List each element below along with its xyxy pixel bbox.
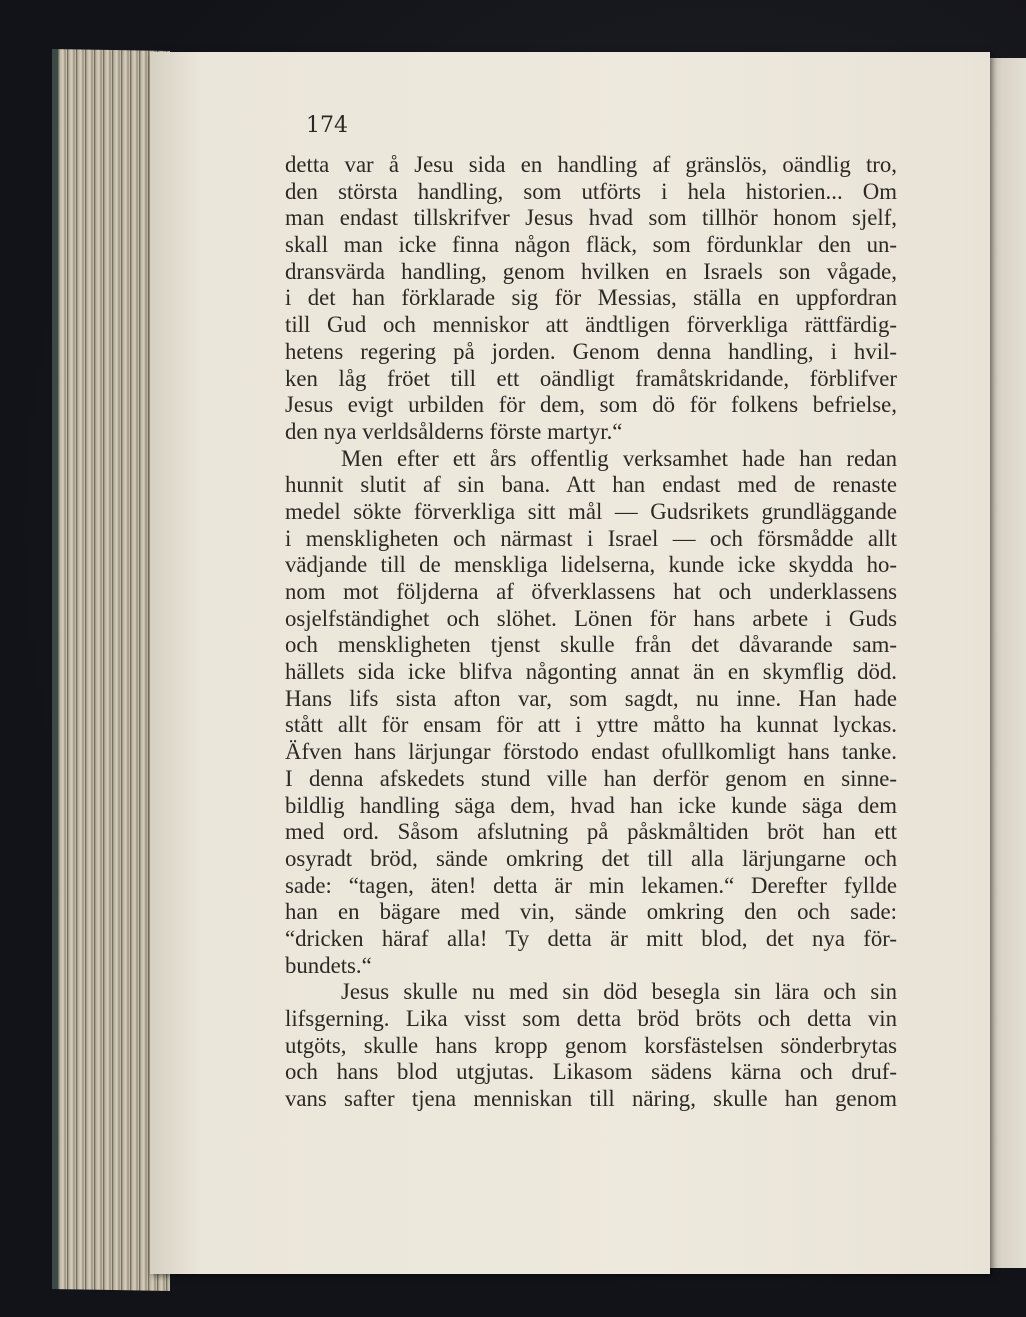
text-line: bildlig handling säga dem, hvad han icke kunde säga dem xyxy=(285,792,897,818)
text-line: vans safter tjena menniskan till näring, skulle han genom xyxy=(285,1086,897,1112)
text-line: i menskligheten och närmast i Israel — och försmådde allt xyxy=(285,525,897,551)
text-line: den största handling, som utförts i hela historien... Om xyxy=(285,178,897,204)
text-line: nom mot följderna af öfverklassens hat och underklassens xyxy=(285,579,897,604)
text-line: sade: “tagen, äten! detta är min lekamen.“ Derefter fyllde xyxy=(285,872,897,898)
text-line: dransvärda handling, genom hvilken en Israels son vågade, xyxy=(285,258,897,284)
text-line: han en bägare med vin, sände omkring den och sade: xyxy=(285,899,897,925)
text-line: stått allt för ensam för att i yttre måtto ha kunnat lyckas. xyxy=(285,712,897,738)
text-line: med ord. Såsom afslutning på påskmåltiden bröt han ett xyxy=(285,819,897,845)
page-body-text xyxy=(285,152,897,1113)
text-line: skall man icke finna någon fläck, som fördunklar den un- xyxy=(285,232,897,258)
text-line: hetens regering på jorden. Genom denna handling, i hvil- xyxy=(285,338,897,364)
text-line: osyradt bröd, sände omkring det till alla lärjungarne och xyxy=(285,845,897,871)
text-line: detta var å Jesu sida en handling af gränslös, oändlig tro, xyxy=(285,152,897,177)
text-line: vädjande till de menskliga lidelserna, kunde icke skydda ho- xyxy=(285,552,897,578)
text-line: Men efter ett års offentlig verksamhet hade han redan xyxy=(341,445,897,471)
text-line: hällets sida icke blifva någonting annat än en skymflig död. xyxy=(285,659,897,685)
text-line: i det han förklarade sig för Messias, ställa en uppfordran xyxy=(285,285,897,311)
text-line: Jesus evigt urbilden för dem, som dö för folkens befrielse, xyxy=(285,392,897,418)
text-line: I denna afskedets stund ville han derför genom en sinne- xyxy=(285,765,897,791)
text-line: Jesus skulle nu med sin död besegla sin lära och sin xyxy=(341,979,897,1005)
text-line: och hans blod utgjutas. Likasom sädens kärna och druf- xyxy=(285,1059,897,1085)
text-line: till Gud och menniskor att ändtligen förverkliga rättfärdig- xyxy=(285,312,897,338)
text-line: “dricken häraf alla! Ty detta är mitt blod, det nya för- xyxy=(285,925,897,951)
text-line: utgöts, skulle hans kropp genom korsfästelsen sönderbrytas xyxy=(285,1032,897,1058)
text-line: medel sökte förverkliga sitt mål — Gudsrikets grundläggande xyxy=(285,498,897,524)
text-line: ken låg fröet till ett oändligt framåtskridande, förblifver xyxy=(285,365,897,391)
text-line: lifsgerning. Lika visst som detta bröd bröts och detta vin xyxy=(285,1006,897,1031)
facing-page-edge xyxy=(985,58,1026,1268)
text-line: hunnit slutit af sin bana. Att han endast med de renaste xyxy=(285,472,897,498)
text-line: Äfven hans lärjungar förstodo endast ofullkomligt hans tanke. xyxy=(285,739,897,765)
text-line: Hans lifs sista afton var, som sagdt, nu inne. Han hade xyxy=(285,685,897,711)
text-line: bundets.“ xyxy=(285,952,372,978)
page-number: 174 xyxy=(306,113,348,138)
text-line: den nya verldsålderns förste martyr.“ xyxy=(285,418,623,444)
text-line: och menskligheten tjenst skulle från det dåvarande sam- xyxy=(285,632,897,658)
text-line: osjelfständighet och slöhet. Lönen för hans arbete i Guds xyxy=(285,605,897,631)
text-line: man endast tillskrifver Jesus hvad som tillhör honom sjelf, xyxy=(285,205,897,231)
